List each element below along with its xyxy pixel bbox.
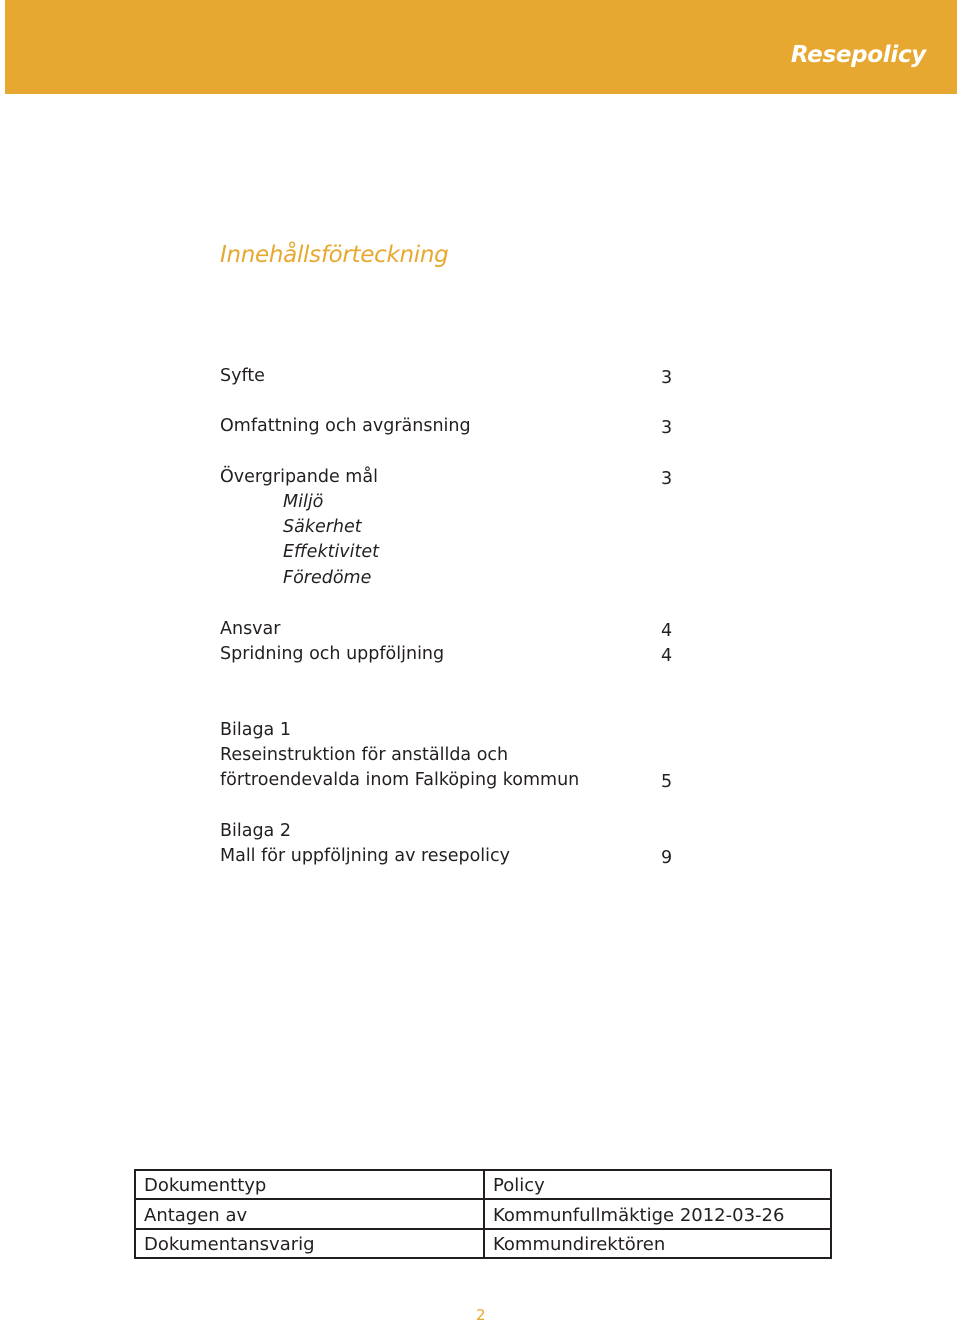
toc-entry-page: 5 — [661, 772, 673, 792]
info-value-dokumenttyp: Policy — [484, 1170, 831, 1199]
toc-entry-label: Omfattning och avgränsning — [220, 416, 471, 436]
table-row — [135, 1199, 831, 1228]
info-value-antagen-av: Kommunfullmäktige 2012-03-26 — [484, 1199, 831, 1228]
toc-entry-label: Bilaga 2 — [220, 821, 291, 841]
toc-entry-label: Övergripande mål — [220, 467, 378, 487]
toc-entry-label: förtroendevalda inom Falköping kommun — [220, 770, 580, 790]
toc-subentry-label: Miljö — [283, 492, 324, 512]
table-row — [135, 1170, 831, 1199]
table-row — [135, 1229, 831, 1258]
toc-entry-page: 9 — [661, 848, 673, 868]
toc-entry-page: 4 — [661, 646, 673, 666]
toc-entry-page: 4 — [661, 621, 673, 641]
toc-entry-label: Spridning och uppföljning — [220, 644, 445, 664]
toc-entry-label: Syfte — [220, 366, 265, 386]
toc-entry-label: Ansvar — [220, 619, 281, 639]
toc-entry-label: Reseinstruktion för anställda och — [220, 745, 509, 765]
toc-entry-page: 3 — [661, 368, 673, 388]
info-key-dokumenttyp: Dokumenttyp — [135, 1170, 484, 1199]
toc-entry-page: 3 — [661, 469, 673, 489]
toc-entry-label: Mall för uppföljning av resepolicy — [220, 846, 510, 866]
info-value-dokumentansvarig: Kommundirektören — [484, 1229, 831, 1258]
toc-entry-page: 3 — [661, 418, 673, 438]
toc-heading: Innehållsförteckning — [220, 242, 449, 268]
toc-entry-label: Bilaga 1 — [220, 720, 291, 740]
document-info-table — [134, 1169, 832, 1259]
toc-subentry-label: Föredöme — [283, 568, 372, 588]
document-title: Resepolicy — [790, 42, 926, 68]
page-number: 2 — [476, 1306, 486, 1324]
toc-subentry-label: Säkerhet — [283, 517, 362, 537]
info-key-antagen-av: Antagen av — [135, 1199, 484, 1228]
toc-subentry-label: Effektivitet — [283, 542, 380, 562]
info-key-dokumentansvarig: Dokumentansvarig — [135, 1229, 484, 1258]
